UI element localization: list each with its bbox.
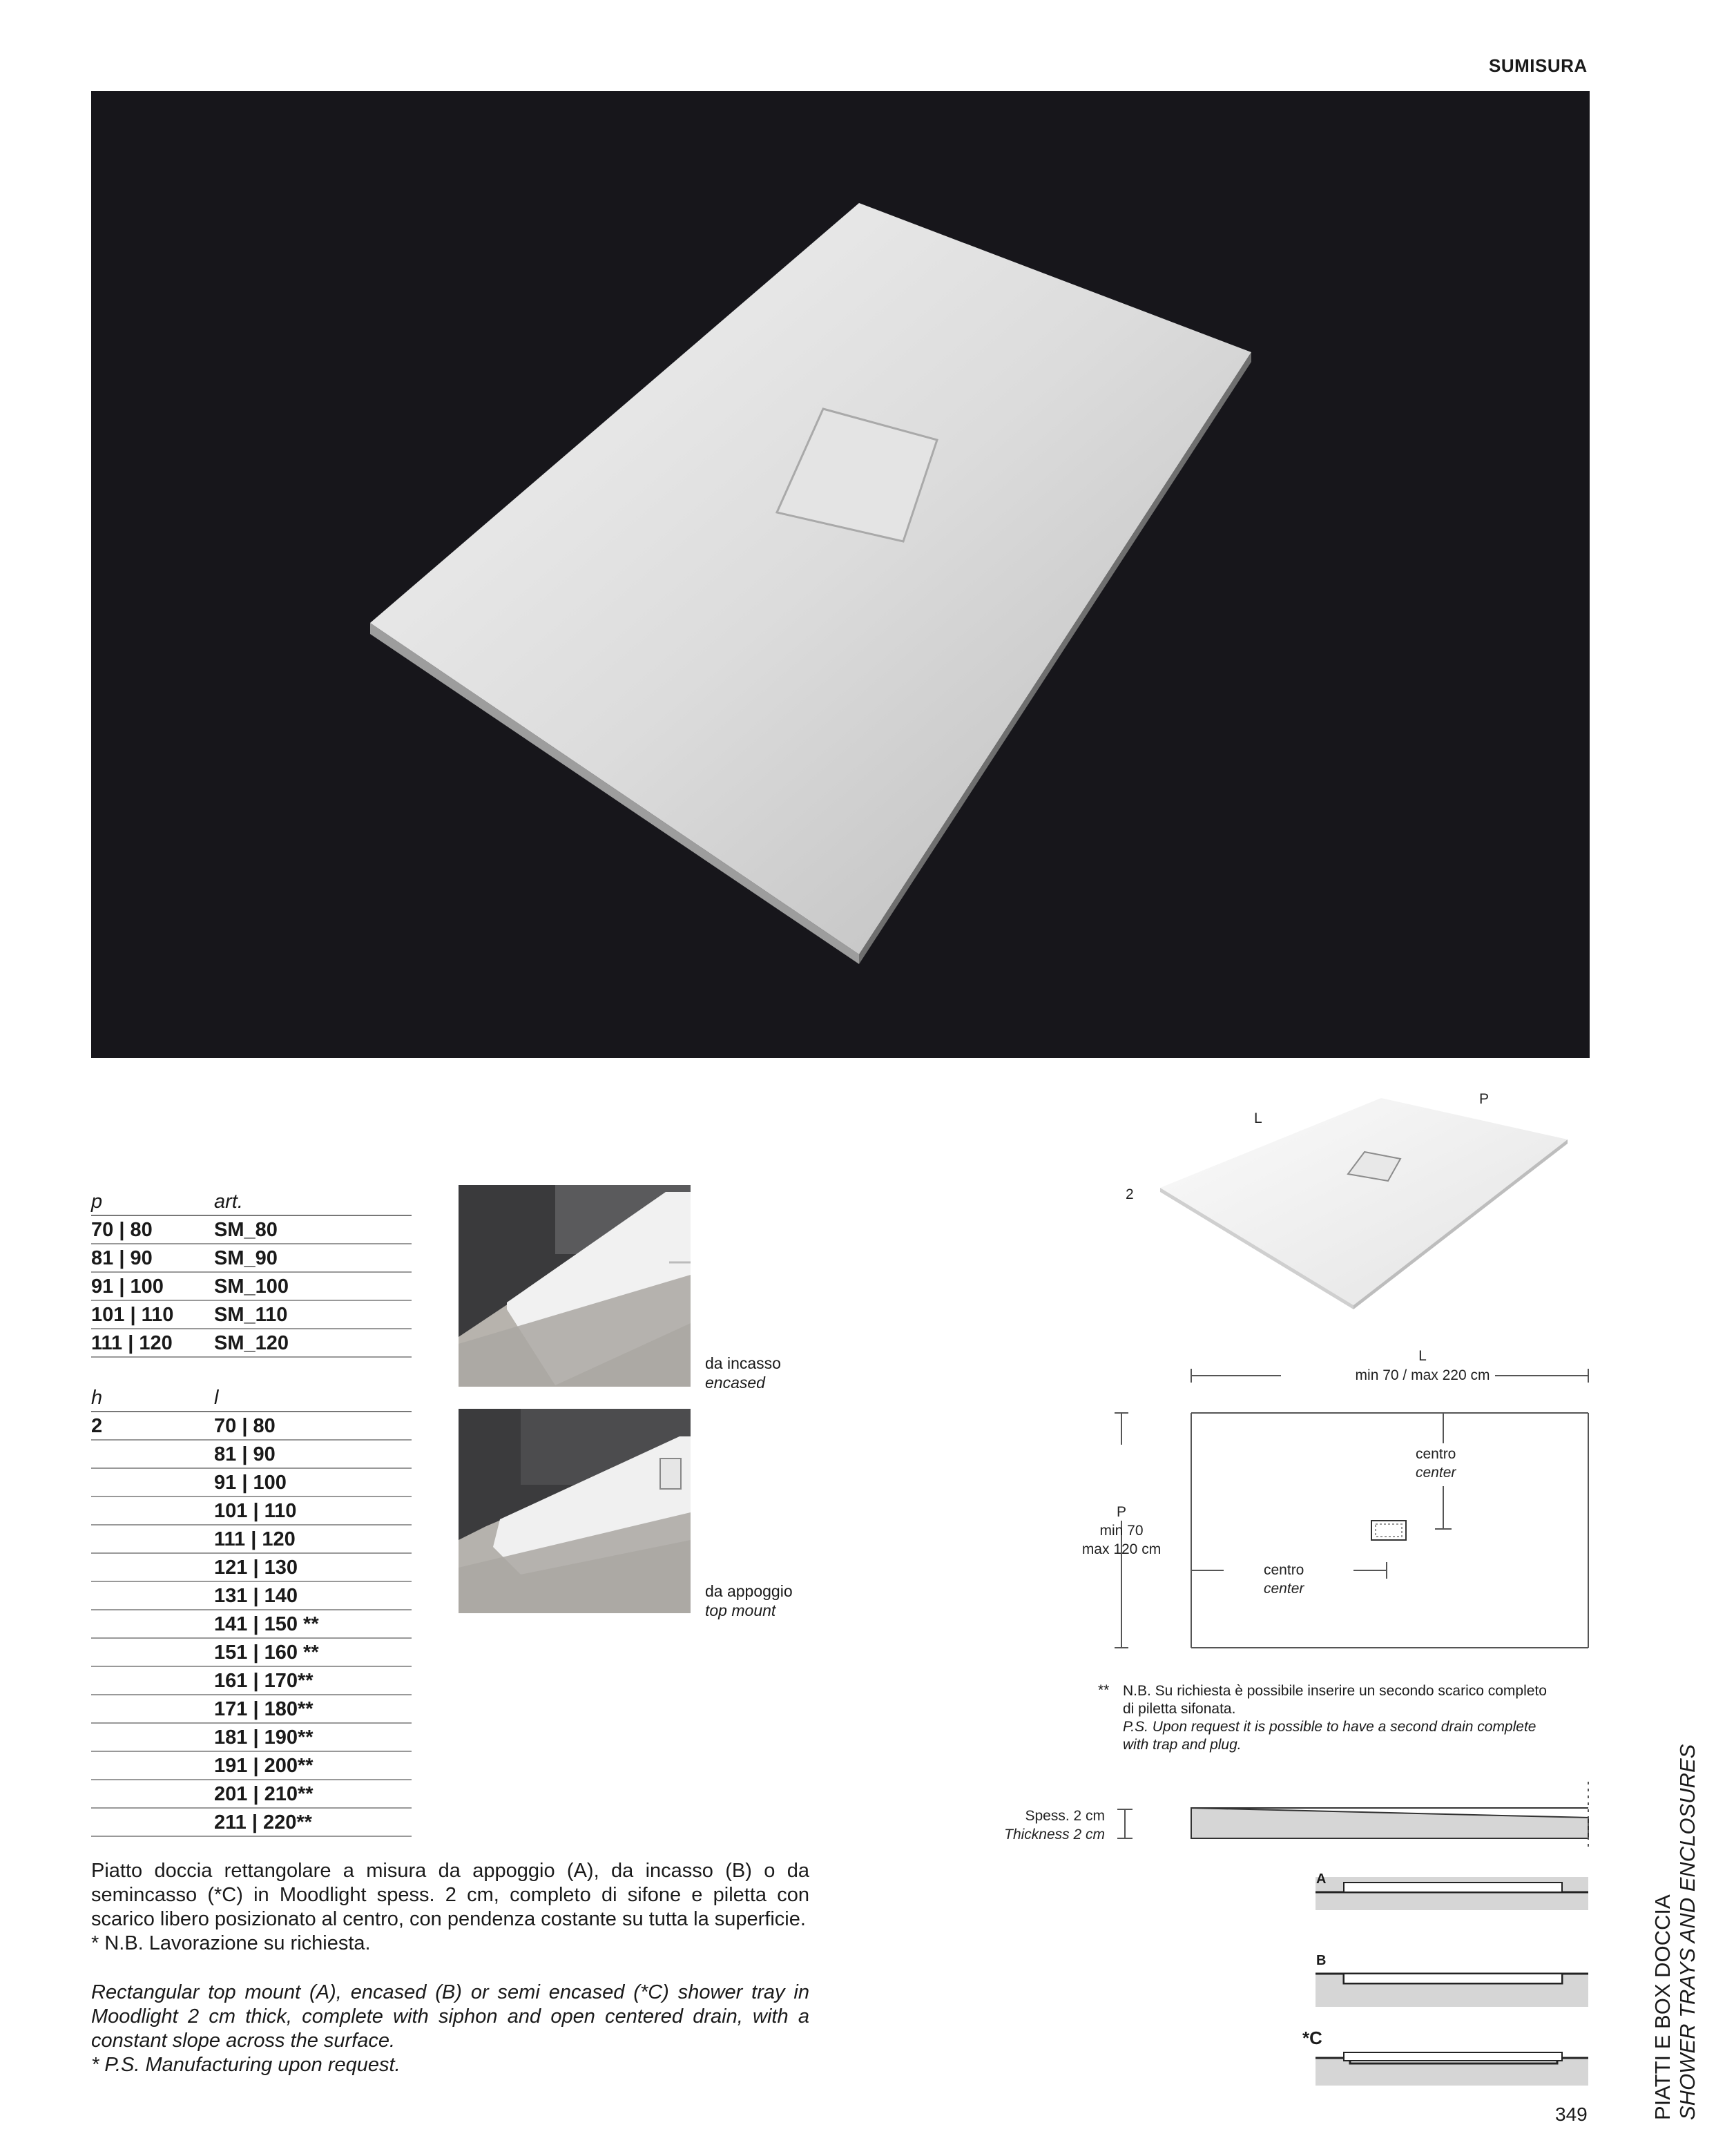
- table-row: 91 | 100: [91, 1469, 412, 1497]
- table-row: 121 | 130: [91, 1554, 412, 1582]
- section-diagram: [1105, 1775, 1602, 2086]
- section-a: [1316, 1877, 1588, 1910]
- section-label-b: B: [1316, 1953, 1327, 1968]
- section-label-a: A: [1316, 1871, 1327, 1887]
- plan-diagram: [1077, 1340, 1602, 1657]
- table-row: 111 | 120: [91, 1525, 412, 1554]
- sidebar-vertical-title: PIATTI E BOX DOCCIA SHOWER TRAYS AND ENCLOSURES: [1650, 1744, 1699, 2120]
- table-row: 70 | 80 SM_80: [91, 1216, 412, 1244]
- encased-detail-photo: [459, 1185, 691, 1387]
- encased-caption: da incasso encased: [705, 1354, 781, 1392]
- table-row: 91 | 100 SM_100: [91, 1273, 412, 1301]
- description-english: Rectangular top mount (A), encased (B) or semi encased (*C) shower tray in Moodlight 2 cm thick, complete with siphon and open centered drain, with a constant slope across the surface. * P.S. Manufacturing upon request.: [91, 1981, 809, 2076]
- iso-label-p: P: [1479, 1091, 1490, 1107]
- table-row: 131 | 140: [91, 1582, 412, 1610]
- table-row: 81 | 90: [91, 1441, 412, 1469]
- table-row: 81 | 90 SM_90: [91, 1244, 412, 1273]
- table-row: 101 | 110: [91, 1497, 412, 1525]
- top-mount-caption: da appoggio top mount: [705, 1582, 793, 1619]
- page-number: 349: [1555, 2104, 1588, 2125]
- table-header: [91, 1188, 412, 1216]
- table-row: 101 | 110 SM_110: [91, 1301, 412, 1329]
- section-title: SUMISURA: [1489, 55, 1588, 76]
- second-drain-note: N.B. Su richiesta è possibile inserire un secondo scarico completo di piletta sifonata. P.S. Upon request it is possible to have a second drain complete with trap and plug.: [1123, 1683, 1547, 1753]
- note-asterisks: **: [1098, 1682, 1110, 1698]
- top-mount-detail-photo: [459, 1409, 691, 1613]
- iso-label-l: L: [1254, 1110, 1262, 1126]
- plan-center-left: centro center: [1264, 1562, 1304, 1597]
- table-row: 181 | 190**: [91, 1724, 412, 1752]
- col-header-h: h: [91, 1387, 103, 1409]
- description-italian: Piatto doccia rettangolare a misura da appoggio (A), da incasso (B) o da semincasso (*C) in Moodlight spess. 2 cm, completo di sifone e piletta con scarico libero posizionato al centro, con pendenza costante su tutta la superficie. * N.B. Lavorazione su richiesta.: [91, 1860, 809, 1954]
- plan-p-label: P min 70 max 120 cm: [1081, 1504, 1162, 1557]
- thickness-label: Spess. 2 cm Thickness 2 cm: [1004, 1808, 1105, 1842]
- table-row: 2 70 | 80: [91, 1412, 412, 1441]
- hero-product-photo: [91, 91, 1590, 1058]
- table-row: 211 | 220**: [91, 1809, 412, 1837]
- plan-center-top: centro center: [1416, 1446, 1456, 1481]
- section-c: [1316, 2052, 1588, 2086]
- col-header-l: l: [214, 1387, 219, 1409]
- table-row: 171 | 180**: [91, 1695, 412, 1724]
- table-row: 111 | 120 SM_120: [91, 1329, 412, 1358]
- shower-tray-render: [91, 91, 1590, 1058]
- dimensions-table: [91, 1188, 412, 1358]
- section-label-c: *C: [1302, 2028, 1322, 2048]
- iso-diagram: [1146, 1077, 1588, 1312]
- col-header-p: p: [91, 1191, 103, 1213]
- table-row: 151 | 160 **: [91, 1639, 412, 1667]
- table-header: [91, 1384, 412, 1412]
- table-row: 191 | 200**: [91, 1752, 412, 1780]
- table-row: 141 | 150 **: [91, 1610, 412, 1639]
- section-b: [1316, 1974, 1588, 2007]
- table-row: 201 | 210**: [91, 1780, 412, 1809]
- iso-label-h: 2: [1126, 1186, 1134, 1202]
- plan-l-label: L: [1418, 1348, 1427, 1364]
- table-row: 161 | 170**: [91, 1667, 412, 1695]
- col-header-art: art.: [214, 1191, 243, 1213]
- length-table: [91, 1384, 412, 1837]
- plan-l-range: min 70 / max 220 cm: [1355, 1367, 1490, 1383]
